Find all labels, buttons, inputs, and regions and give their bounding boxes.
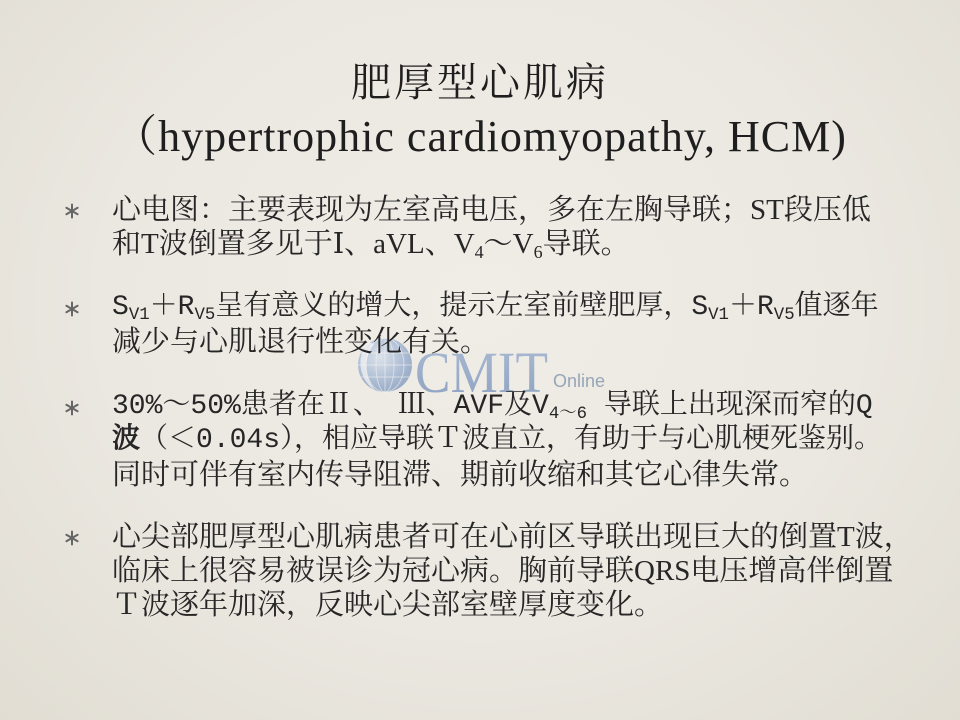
bullet-item-2	[0, 291, 960, 359]
text-segment: 30%～50%患者在Ⅱ、 Ⅲ、AVF及V	[112, 391, 549, 422]
text-segment: 导联上出现深而窄的Q	[587, 391, 873, 422]
slide-title: 肥厚型心肌病	[351, 60, 609, 105]
text-segment: ～V	[483, 228, 534, 260]
bold-text-segment: 波	[112, 425, 141, 456]
bullet-item-1	[0, 193, 960, 261]
bullet-3-line-1	[112, 390, 960, 424]
asterisk-icon	[64, 400, 80, 416]
text-segment: 心电图：主要表现为左室高电压，多在左胸导联；ST段压低	[112, 194, 871, 226]
text-segment: 导联。	[542, 228, 630, 260]
subscript: V5	[194, 305, 216, 325]
subscript: 6	[533, 242, 543, 263]
watermark-brand: CMIT	[415, 340, 548, 398]
bullet-2-line-2	[112, 325, 960, 359]
bullet-4-line-3	[112, 588, 960, 622]
bullet-4-line-2	[112, 554, 960, 588]
bullet-1-line-1	[112, 193, 960, 227]
text-segment: ＋R	[149, 292, 195, 323]
asterisk-icon	[64, 203, 80, 219]
text-segment: Ｔ波逐年加深，反映心尖部室壁厚度变化。	[112, 589, 664, 621]
text-segment: 和T波倒置多见于Ⅰ、aVL、V	[112, 228, 475, 260]
slide-subtitle: （hypertrophic cardiomyopathy, HCM)	[113, 112, 847, 161]
bullet-3-line-2	[112, 424, 960, 458]
text-segment: ＋R	[728, 292, 774, 323]
bullet-item-4	[0, 520, 960, 622]
subscript: V1	[128, 305, 150, 325]
bullet-2-line-1	[112, 291, 960, 325]
watermark-tagline: Online	[553, 371, 606, 391]
bullet-1-line-2	[112, 227, 960, 261]
subscript: V1	[708, 305, 729, 325]
text-segment: S	[112, 292, 129, 323]
asterisk-icon	[64, 301, 80, 317]
asterisk-icon	[64, 530, 80, 546]
text-segment: 减少与心肌退行性变化有关。	[112, 326, 490, 358]
subscript: V5	[773, 305, 795, 325]
subscript: 4	[474, 242, 484, 263]
text-segment: 呈有意义的增大，提示左室前壁肥厚，S	[215, 292, 709, 323]
text-segment: （＜0.04s），相应导联Ｔ波直立，有助于与心肌梗死鉴别。	[140, 425, 883, 456]
subscript: 4～6	[548, 404, 588, 424]
text-segment: 值逐年	[794, 292, 879, 323]
text-segment: 临床上很容易被误诊为冠心病。胸前导联QRS电压增高伴倒置	[112, 555, 894, 587]
text-segment: 同时可伴有室内传导阻滞、期前收缩和其它心律失常。	[112, 459, 809, 491]
bullet-3-line-3	[112, 458, 960, 492]
text-segment: 心尖部肥厚型心肌病患者可在心前区导联出现巨大的倒置T波，	[112, 521, 913, 553]
bullet-4-line-1	[112, 520, 960, 554]
bullet-item-3	[0, 390, 960, 492]
